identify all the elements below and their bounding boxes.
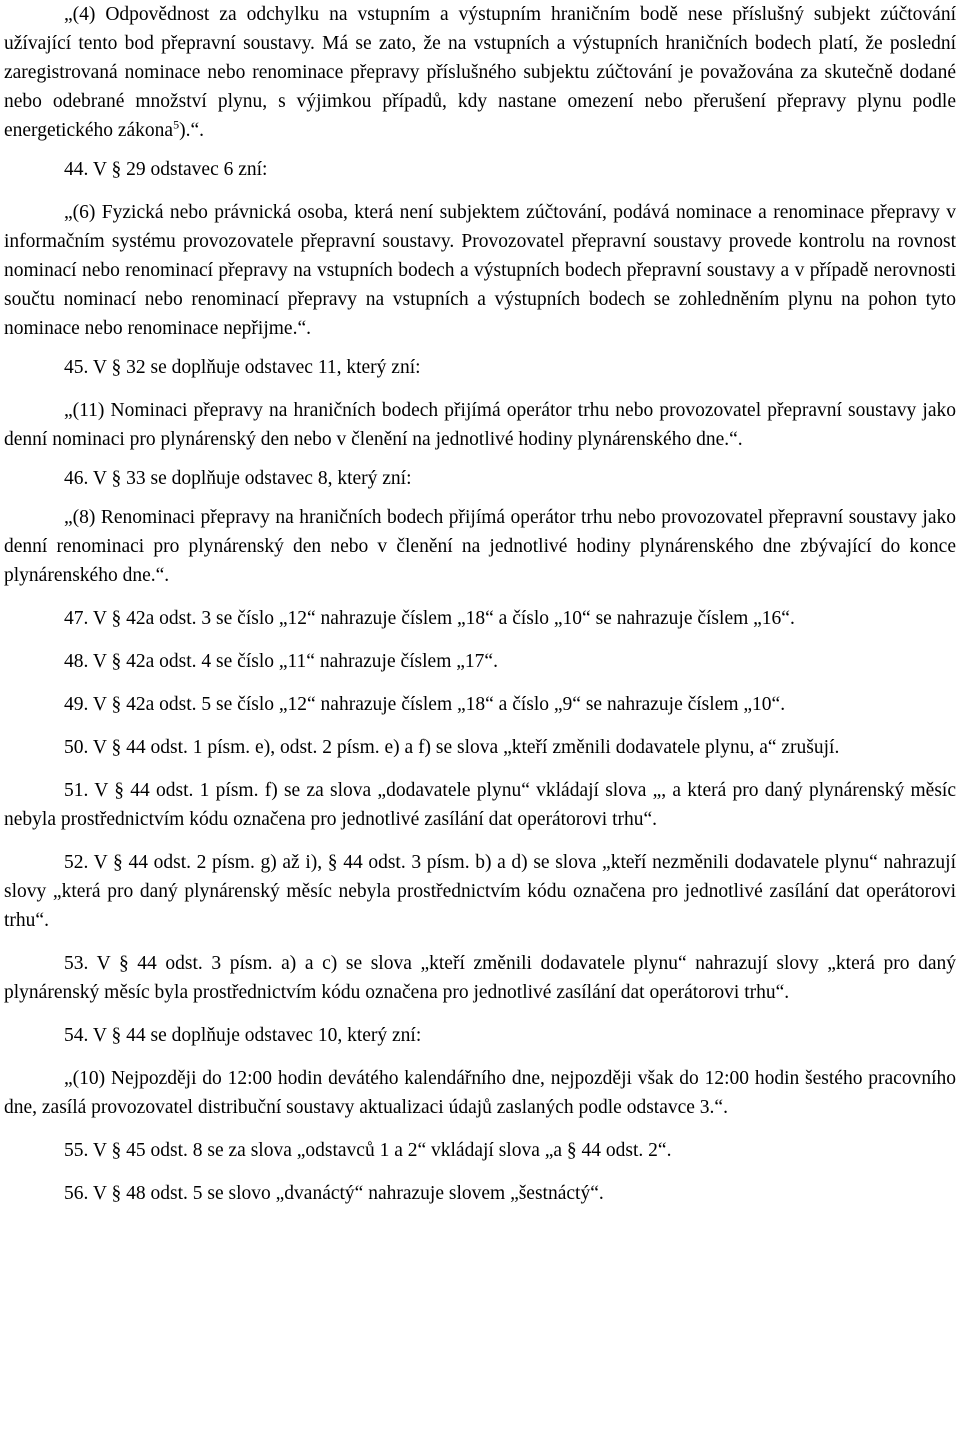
amendment-paragraph: „(8) Renominaci přepravy na hraničních bodech přijímá operátor trhu nebo provozovatel přepravní soustavy jako denní renominaci pro plynárenský den nebo v členění na jednotlivé hodiny plynárenského dne zbývající do konce plynárenského dne.“.	[4, 507, 956, 586]
paragraph-tail: ).“.	[179, 120, 204, 141]
amendment-paragraph: „(6) Fyzická nebo právnická osoba, která není subjektem zúčtování, podává nominace a renominace přepravy v informačním systému provozovatele přepravní soustavy. Provozovatel přepravní soustavy provede kontrolu na rovnost nominací nebo renominací přepravy na vstupních bodech a výstupních bodech přepravní soustavy a v případě nerovnosti součtu nominací nebo renominací přepravy na vstupních a výstupních bodech se zohledněním plynu na pohon tyto nominace nebo renominace nepřijme.“.	[4, 202, 956, 339]
amendment-point: 45. V § 32 se doplňuje odstavec 11, který zní:	[64, 357, 421, 378]
amendment-point: 53. V § 44 odst. 3 písm. a) a c) se slova „kteří změnili dodavatele plynu“ nahrazují slovy „která pro daný plynárenský měsíc byla prostřednictvím kódu označena pro jednotlivé zasílání dat operátorovi trhu“.	[4, 953, 956, 1003]
amendment-point: 50. V § 44 odst. 1 písm. e), odst. 2 písm. e) a f) se slova „kteří změnili dodavatele plynu, a“ zrušují.	[64, 737, 840, 758]
amendment-point: 47. V § 42a odst. 3 se číslo „12“ nahrazuje číslem „18“ a číslo „10“ se nahrazuje číslem „16“.	[64, 608, 795, 629]
amendment-point: 56. V § 48 odst. 5 se slovo „dvanáctý“ nahrazuje slovem „šestnáctý“.	[64, 1183, 604, 1204]
amendment-point: 52. V § 44 odst. 2 písm. g) až i), § 44 odst. 3 písm. b) a d) se slova „kteří nezměnili dodavatele plynu“ nahrazují slovy „která pro daný plynárenský měsíc nebyla prostřednictvím kódu označena pro jednotlivé zasílání dat operátorovi trhu“.	[4, 852, 956, 931]
amendment-point: 55. V § 45 odst. 8 se za slova „odstavců 1 a 2“ vkládají slova „a § 44 odst. 2“.	[64, 1140, 672, 1161]
footnote-reference: 5	[173, 117, 180, 132]
amendment-point: 48. V § 42a odst. 4 se číslo „11“ nahrazuje číslem „17“.	[64, 651, 498, 672]
amendment-paragraph	[4, 0, 956, 145]
amendment-point: 44. V § 29 odstavec 6 zní:	[64, 159, 268, 180]
amendment-paragraph: „(11) Nominaci přepravy na hraničních bodech přijímá operátor trhu nebo provozovatel přepravní soustavy jako denní nominaci pro plynárenský den nebo v členění na jednotlivé hodiny plynárenského dne.“.	[4, 400, 956, 450]
document-page	[4, 0, 956, 1208]
amendment-point: 54. V § 44 se doplňuje odstavec 10, který zní:	[64, 1025, 422, 1046]
amendment-point: 49. V § 42a odst. 5 se číslo „12“ nahrazuje číslem „18“ a číslo „9“ se nahrazuje číslem „10“.	[64, 694, 786, 715]
amendment-point: 51. V § 44 odst. 1 písm. f) se za slova „dodavatele plynu“ vkládají slova „, a která pro daný plynárenský měsíc nebyla prostřednictvím kódu označena pro jednotlivé zasílání dat operátorovi trhu“.	[4, 780, 956, 830]
amendment-paragraph: „(10) Nejpozději do 12:00 hodin devátého kalendářního dne, nejpozději však do 12:00 hodin šestého pracovního dne, zasílá provozovatel distribuční soustavy aktualizaci údajů zaslaných podle odstavce 3.“.	[4, 1068, 956, 1118]
paragraph-text: „(4) Odpovědnost za odchylku na vstupním a výstupním hraničním bodě nese příslušný subjekt zúčtování užívající tento bod přepravní soustavy. Má se zato, že na vstupních a výstupních hraničních bodech platí, že poslední zaregistrovaná nominace nebo renominace přepravy příslušného subjektu zúčtování je považována za skutečně dodané nebo odebrané množství plynu, s výjimkou případů, kdy nastane omezení nebo přerušení přepravy plynu podle energetického zákona	[4, 4, 956, 141]
amendment-point: 46. V § 33 se doplňuje odstavec 8, který zní:	[64, 468, 412, 489]
